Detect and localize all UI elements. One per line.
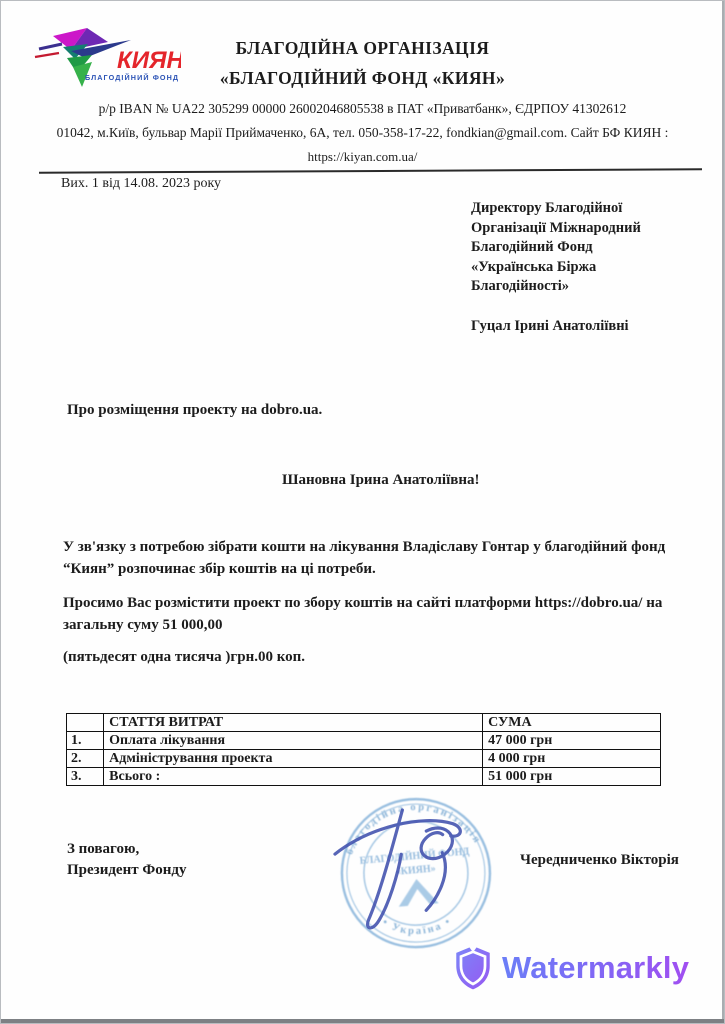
- expenses-table: [66, 713, 661, 786]
- table-row: [67, 750, 661, 768]
- header-cell-sum: СУМА: [483, 714, 661, 732]
- bank-details-line: р/р IBAN № UA22 305299 00000 26002046805538 в ПАТ «Приватбанк», ЄДРПОУ 41302612: [98, 101, 627, 116]
- header-divider: [39, 168, 702, 173]
- row-sum: 4 000 грн: [483, 750, 661, 768]
- closing-line1: З повагою,: [67, 841, 140, 857]
- recipient-line: «Українська Біржа: [471, 258, 597, 275]
- recipient-line: Благодійний Фонд: [471, 239, 593, 255]
- org-title-line2: «БЛАГОДІЙНИЙ ФОНД «КИЯН»: [219, 68, 506, 88]
- official-stamp: [322, 786, 511, 963]
- recipient-line: Організації Міжнародний: [471, 219, 641, 236]
- watermarkly-shield-icon: [453, 945, 493, 991]
- watermarkly-watermark: [453, 945, 689, 991]
- stamp-center-line2: «КИЯН»: [395, 863, 437, 878]
- row-item: Адміністрування проекта: [104, 750, 483, 768]
- stamp-center-line1: БЛАГОДІЙНИЙ ФОНД: [359, 846, 470, 867]
- body-paragraph-2: Просимо Вас розмістити проект по збору коштів на сайті платформи https://dobro.ua/ на загальну суму 51 000,00: [63, 595, 663, 633]
- amount-in-words: (пятьдесят одна тисяча )грн.00 коп.: [63, 649, 306, 665]
- header-cell-num: [67, 714, 104, 732]
- row-sum: 47 000 грн: [483, 732, 661, 750]
- address-line: 01042, м.Київ, бульвар Марії Приймаченко, 6А, тел. 050-358-17-22, fondkian@gmail.com. Сайт БФ КИЯН :: [56, 125, 669, 140]
- recipient-name: Гуцал Ірині Анатоліївні: [471, 318, 629, 334]
- closing-block: [67, 839, 186, 881]
- header-cell-item: СТАТТЯ ВИТРАТ: [104, 714, 483, 732]
- website-link: https://kiyan.com.ua/: [307, 149, 418, 164]
- row-item: Всього :: [104, 768, 483, 786]
- stamp-seal-icon: [322, 786, 511, 963]
- signer-name: Чередниченко Вікторія: [520, 852, 679, 868]
- logo-brand-text: КИЯН: [117, 47, 181, 74]
- salutation: Шановна Ірина Анатоліївна!: [282, 472, 480, 488]
- body-paragraph-1: У зв'язку з потребою зібрати кошти на лікування Владіславу Гонтар у благодійний фонд “Киян” розпочинає збір коштів на ці потреби.: [63, 539, 666, 577]
- logo-tagline-text: БЛАГОДІЙНИЙ ФОНД: [85, 73, 180, 82]
- row-num: 2.: [67, 750, 104, 768]
- recipient-line: Директору Благодійної: [471, 200, 623, 216]
- closing-line2: Президент Фонду: [67, 862, 187, 878]
- org-title-line1: БЛАГОДІЙНА ОРГАНІЗАЦІЯ: [235, 38, 490, 58]
- stamp-ring-text-top: благодійна організація: [344, 801, 484, 857]
- row-sum: 51 000 грн: [483, 768, 661, 786]
- table-row: [67, 768, 661, 786]
- table-header-row: [67, 714, 661, 732]
- watermarkly-label: Watermarkly: [502, 950, 690, 985]
- subject-line: Про розміщення проекту на dobro.ua.: [67, 402, 323, 418]
- row-num: 1.: [67, 732, 104, 750]
- recipient-line: Благодійності»: [471, 278, 569, 294]
- row-item: Оплата лікування: [104, 732, 483, 750]
- row-num: 3.: [67, 768, 104, 786]
- recipient-block: [471, 199, 701, 297]
- stamp-ring-text-bottom: • Україна •: [380, 915, 455, 938]
- table-row: [67, 732, 661, 750]
- outgoing-reference: Вих. 1 від 14.08. 2023 року: [61, 176, 222, 191]
